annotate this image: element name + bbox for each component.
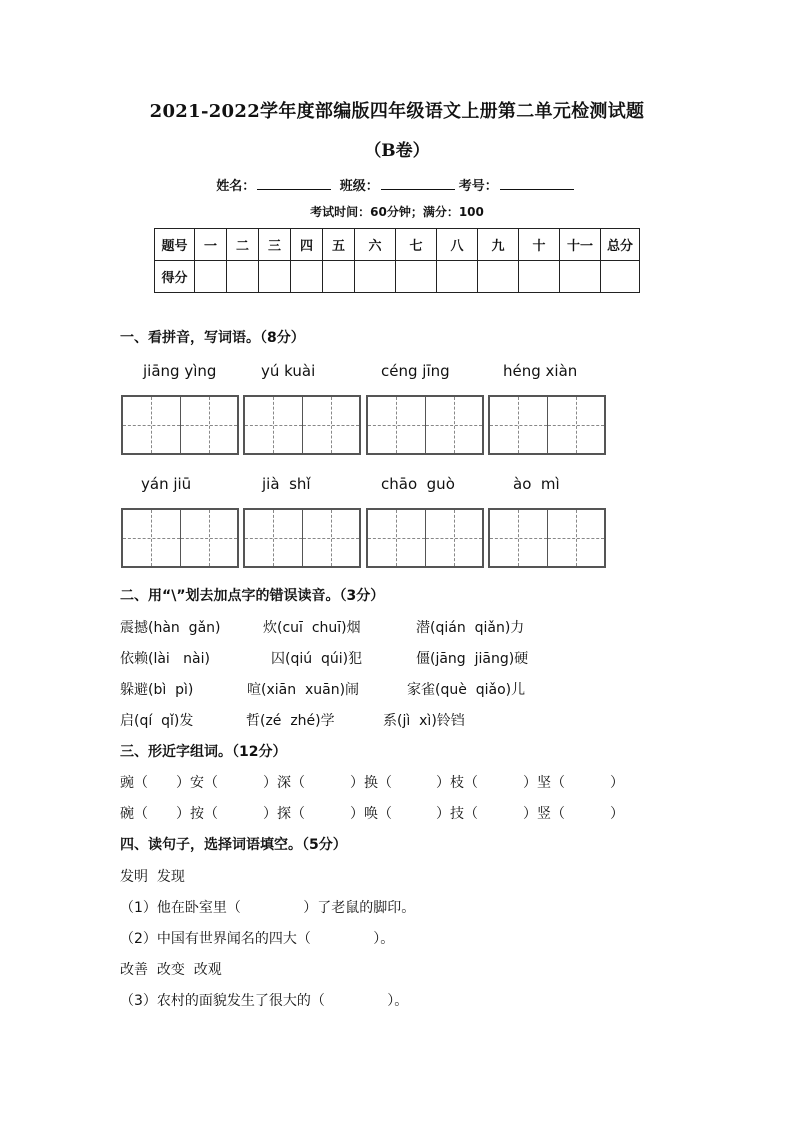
- score-header-cell: 七: [396, 229, 437, 261]
- exam-time-info: 考试时间：60分钟；满分：100: [310, 205, 484, 219]
- score-header-cell: 总分: [601, 229, 640, 261]
- reading-item: 依赖(lài nài): [120, 651, 210, 667]
- reading-item: 喧(xiān xuān)闹: [247, 682, 360, 698]
- reading-item: 家雀(què qiǎo)儿: [407, 682, 526, 698]
- section-2-heading: 二、用“\”划去加点字的错误读音。（3分）: [120, 588, 385, 604]
- page-subtitle: （B卷）: [364, 141, 430, 161]
- writing-grid[interactable]: [121, 395, 239, 455]
- student-info-line: [0, 175, 794, 194]
- reading-item: 震撼(hàn gǎn): [120, 620, 221, 636]
- score-header-cell: 八: [437, 229, 478, 261]
- name-blank[interactable]: [257, 177, 331, 190]
- pinyin-label: chāo guò: [381, 475, 455, 493]
- score-row-label: 得分: [155, 261, 195, 293]
- score-header-cell: 十: [519, 229, 560, 261]
- word-group-item: 碗（: [120, 806, 148, 822]
- class-blank[interactable]: [381, 177, 455, 190]
- reading-item: 系(jì xì)铃铛: [383, 713, 465, 729]
- score-cell[interactable]: [601, 261, 640, 293]
- pinyin-label: ào mì: [513, 475, 560, 493]
- word-group-item: ）技（: [436, 806, 478, 822]
- score-header-cell: 题号: [155, 229, 195, 261]
- word-group-item: ）: [610, 806, 624, 822]
- score-header-cell: 一: [195, 229, 227, 261]
- writing-grid[interactable]: [366, 395, 484, 455]
- writing-grid[interactable]: [488, 395, 606, 455]
- word-choices: 发明 发现: [120, 869, 185, 885]
- reading-item: 哲(zé zhé)学: [246, 713, 335, 729]
- pinyin-label: héng xiàn: [503, 362, 578, 380]
- pinyin-label: yú kuài: [261, 362, 316, 380]
- score-table-header-row: [155, 229, 640, 261]
- word-group-item: ）唤（: [350, 806, 392, 822]
- reading-item: 启(qí qǐ)发: [120, 713, 194, 729]
- pinyin-label: jiāng yìng: [143, 362, 217, 380]
- score-header-cell: 十一: [560, 229, 601, 261]
- word-group-item: ）安（: [176, 775, 218, 791]
- writing-grid[interactable]: [121, 508, 239, 568]
- word-group-item: ）竖（: [523, 806, 565, 822]
- score-cell[interactable]: [291, 261, 323, 293]
- word-group-item: 豌（: [120, 775, 148, 791]
- pinyin-label: céng jīng: [381, 362, 450, 380]
- score-cell[interactable]: [396, 261, 437, 293]
- reading-item: 躲避(bì pì): [120, 682, 194, 698]
- writing-grid[interactable]: [243, 508, 361, 568]
- section-4-heading: 四、读句子，选择词语填空。（5分）: [120, 837, 347, 853]
- score-header-cell: 六: [355, 229, 396, 261]
- word-group-item: ）探（: [263, 806, 305, 822]
- score-cell[interactable]: [560, 261, 601, 293]
- score-cell[interactable]: [195, 261, 227, 293]
- fill-question: （2）中国有世界闻名的四大（ ）。: [120, 931, 395, 947]
- reading-item: 炊(cuī chuī)烟: [263, 620, 361, 636]
- reading-item: 囚(qiú qúi)犯: [271, 651, 363, 667]
- score-table-score-row: [155, 261, 640, 293]
- fill-question: （3）农村的面貌发生了很大的（ ）。: [120, 993, 409, 1009]
- word-group-item: ）换（: [350, 775, 392, 791]
- score-table: [154, 228, 640, 293]
- score-cell[interactable]: [519, 261, 560, 293]
- word-group-item: ）坚（: [523, 775, 565, 791]
- pinyin-label: jià shǐ: [262, 475, 311, 493]
- score-header-cell: 三: [259, 229, 291, 261]
- writing-grid[interactable]: [366, 508, 484, 568]
- word-choices: 改善 改变 改观: [120, 962, 222, 978]
- score-header-cell: 九: [478, 229, 519, 261]
- exam-no-blank[interactable]: [500, 177, 574, 190]
- fill-question: （1）他在卧室里（ ）了老鼠的脚印。: [120, 900, 416, 916]
- class-label: 班级：: [339, 179, 379, 194]
- name-label: 姓名：: [216, 179, 256, 194]
- section-1-heading: 一、看拼音，写词语。（8分）: [120, 330, 305, 346]
- word-group-item: ）深（: [263, 775, 305, 791]
- page-title: 2021-2022学年度部编版四年级语文上册第二单元检测试题: [149, 101, 645, 122]
- score-cell[interactable]: [478, 261, 519, 293]
- score-header-cell: 二: [227, 229, 259, 261]
- score-cell[interactable]: [259, 261, 291, 293]
- section-3-heading: 三、形近字组词。（12分）: [120, 744, 287, 760]
- word-group-item: ）枝（: [436, 775, 478, 791]
- exam-no-label: 考号：: [458, 179, 498, 194]
- reading-item: 潜(qián qiǎn)力: [416, 620, 525, 636]
- score-header-cell: 五: [323, 229, 355, 261]
- score-cell[interactable]: [355, 261, 396, 293]
- word-group-item: ）: [610, 775, 624, 791]
- pinyin-label: yán jiū: [141, 475, 192, 493]
- score-cell[interactable]: [437, 261, 478, 293]
- score-cell[interactable]: [227, 261, 259, 293]
- score-cell[interactable]: [323, 261, 355, 293]
- score-header-cell: 四: [291, 229, 323, 261]
- reading-item: 僵(jāng jiāng)硬: [416, 651, 529, 667]
- word-group-item: ）按（: [176, 806, 218, 822]
- writing-grid[interactable]: [488, 508, 606, 568]
- writing-grid[interactable]: [243, 395, 361, 455]
